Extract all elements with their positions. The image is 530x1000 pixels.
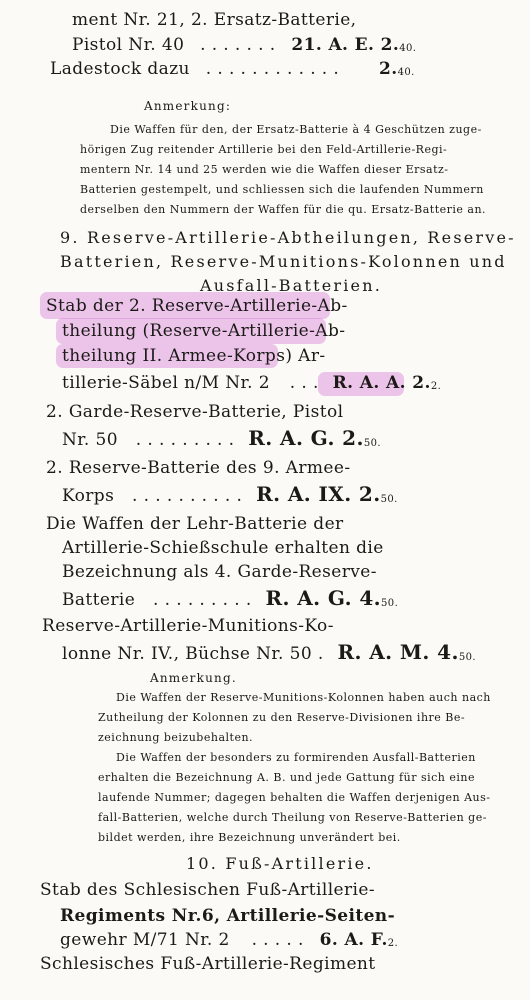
text-line: Stab der 2. Reserve-Artillerie-Ab- <box>46 296 348 316</box>
leader-dots: . . . . . . . . . . . . <box>205 59 340 79</box>
stamp-suffix: 2. <box>387 938 399 949</box>
stamp-code: 6. A. F. <box>319 930 388 950</box>
note-title: Anmerkung. <box>150 671 237 685</box>
entry-line <box>62 640 476 670</box>
section-heading: Batterien, Reserve-Munitions-Kolonnen und <box>60 252 507 271</box>
note-title: Anmerkung: <box>144 99 232 113</box>
text-line: theilung II. Armee-Korps) Ar- <box>62 346 326 366</box>
entry-text: Pistol Nr. 40 <box>72 35 185 55</box>
stamp-code: R. A. IX. 2. <box>256 482 381 506</box>
section-heading: 9. Reserve-Artillerie-Abtheilungen, Reserve- <box>60 228 516 247</box>
entry-text: Batterie <box>62 590 136 610</box>
text-line: theilung (Reserve-Artillerie-Ab- <box>62 321 346 341</box>
entry-text: gewehr M/71 Nr. 2 <box>60 930 230 950</box>
stamp-code: R. A. G. 2. <box>248 426 364 450</box>
text-line: Bezeichnung als 4. Garde-Reserve- <box>62 562 377 582</box>
entry-line <box>50 57 415 85</box>
stamp-suffix: 40. <box>399 43 417 54</box>
entry-line <box>62 586 398 616</box>
entry-line <box>62 482 398 512</box>
stamp-code: 21. A. E. 2. <box>291 35 400 55</box>
note-line: laufende Nummer; dagegen behalten die Waffen derjenigen Aus- <box>98 791 491 804</box>
entry-text: tillerie-Säbel n/M Nr. 2 <box>62 373 270 393</box>
leader-dots: . . . . . <box>251 930 304 950</box>
stamp-code: R. A. M. 4. <box>337 640 459 664</box>
note-line: bildet werden, ihre Bezeichnung unverändert bei. <box>98 831 401 844</box>
text-line: ment Nr. 21, 2. Ersatz-Batterie, <box>72 10 357 30</box>
stamp-suffix: 50. <box>381 598 399 609</box>
stamp-suffix: 50. <box>458 652 476 663</box>
note-line: mentern Nr. 14 und 25 werden wie die Waffen dieser Ersatz- <box>80 163 449 176</box>
text-line: Regiments Nr.6, Artillerie-Seiten- <box>60 906 396 926</box>
note-line: erhalten die Bezeichnung A. B. und jede Gattung für sich eine <box>98 771 475 784</box>
leader-dots: . . . . . . . . . . <box>132 486 243 506</box>
note-line: derselben den Nummern der Waffen für die qu. Ersatz-Batterie an. <box>80 203 487 216</box>
stamp-code: R. A. G. 4. <box>265 586 382 610</box>
stamp-suffix: 50. <box>380 494 398 505</box>
stamp-suffix: 40. <box>397 67 415 78</box>
leader-dots: . . . <box>289 373 319 393</box>
stamp-suffix: 50. <box>363 438 381 449</box>
leader-dots: . . . . . . . . . <box>135 430 235 450</box>
entry-text: Nr. 50 <box>62 430 118 450</box>
section-heading: 10. Fuß-Artillerie. <box>186 854 374 873</box>
note-line: Batterien gestempelt, und schliessen sich die laufenden Nummern <box>80 183 484 196</box>
section-heading: Ausfall-Batterien. <box>200 276 383 295</box>
stamp-code: R. A. A. 2. <box>332 373 431 393</box>
stamp-suffix: 2. <box>430 381 442 392</box>
note-line: Zutheilung der Kolonnen zu den Reserve-Divisionen ihre Be- <box>98 711 466 724</box>
note-line: Die Waffen für den, der Ersatz-Batterie à 4 Geschützen zuge- <box>110 123 482 136</box>
note-line: Die Waffen der Reserve-Munitions-Kolonnen haben auch nach <box>116 691 491 704</box>
text-line: Stab des Schlesischen Fuß-Artillerie- <box>40 880 375 900</box>
text-line: Reserve-Artillerie-Munitions-Ko- <box>42 616 334 636</box>
leader-dots: . . . . . . . <box>200 35 276 55</box>
text-line: Schlesisches Fuß-Artillerie-Regiment <box>40 954 376 974</box>
text-line: 2. Reserve-Batterie des 9. Armee- <box>46 458 351 478</box>
entry-text: Korps <box>62 486 115 506</box>
note-line: hörigen Zug reitender Artillerie bei den Feld-Artillerie-Regi- <box>80 143 448 156</box>
entry-line <box>62 426 381 456</box>
text-line: 2. Garde-Reserve-Batterie, Pistol <box>46 402 344 422</box>
entry-text: Ladestock dazu <box>50 59 190 79</box>
entry-text: lonne Nr. IV., Büchse Nr. 50 . <box>62 644 324 664</box>
note-line: zeichnung beizubehalten. <box>98 731 254 744</box>
leader-dots: . . . . . . . . . <box>153 590 252 610</box>
entry-line <box>62 371 441 399</box>
text-line: Die Waffen der Lehr-Batterie der <box>46 514 344 534</box>
note-line: Die Waffen der besonders zu formirenden Ausfall-Batterien <box>116 751 476 764</box>
text-line: Artillerie-Schießschule erhalten die <box>62 538 384 558</box>
stamp-code: 2. <box>379 59 398 79</box>
note-line: fall-Batterien, welche durch Theilung von Reserve-Batterien ge- <box>98 811 487 824</box>
